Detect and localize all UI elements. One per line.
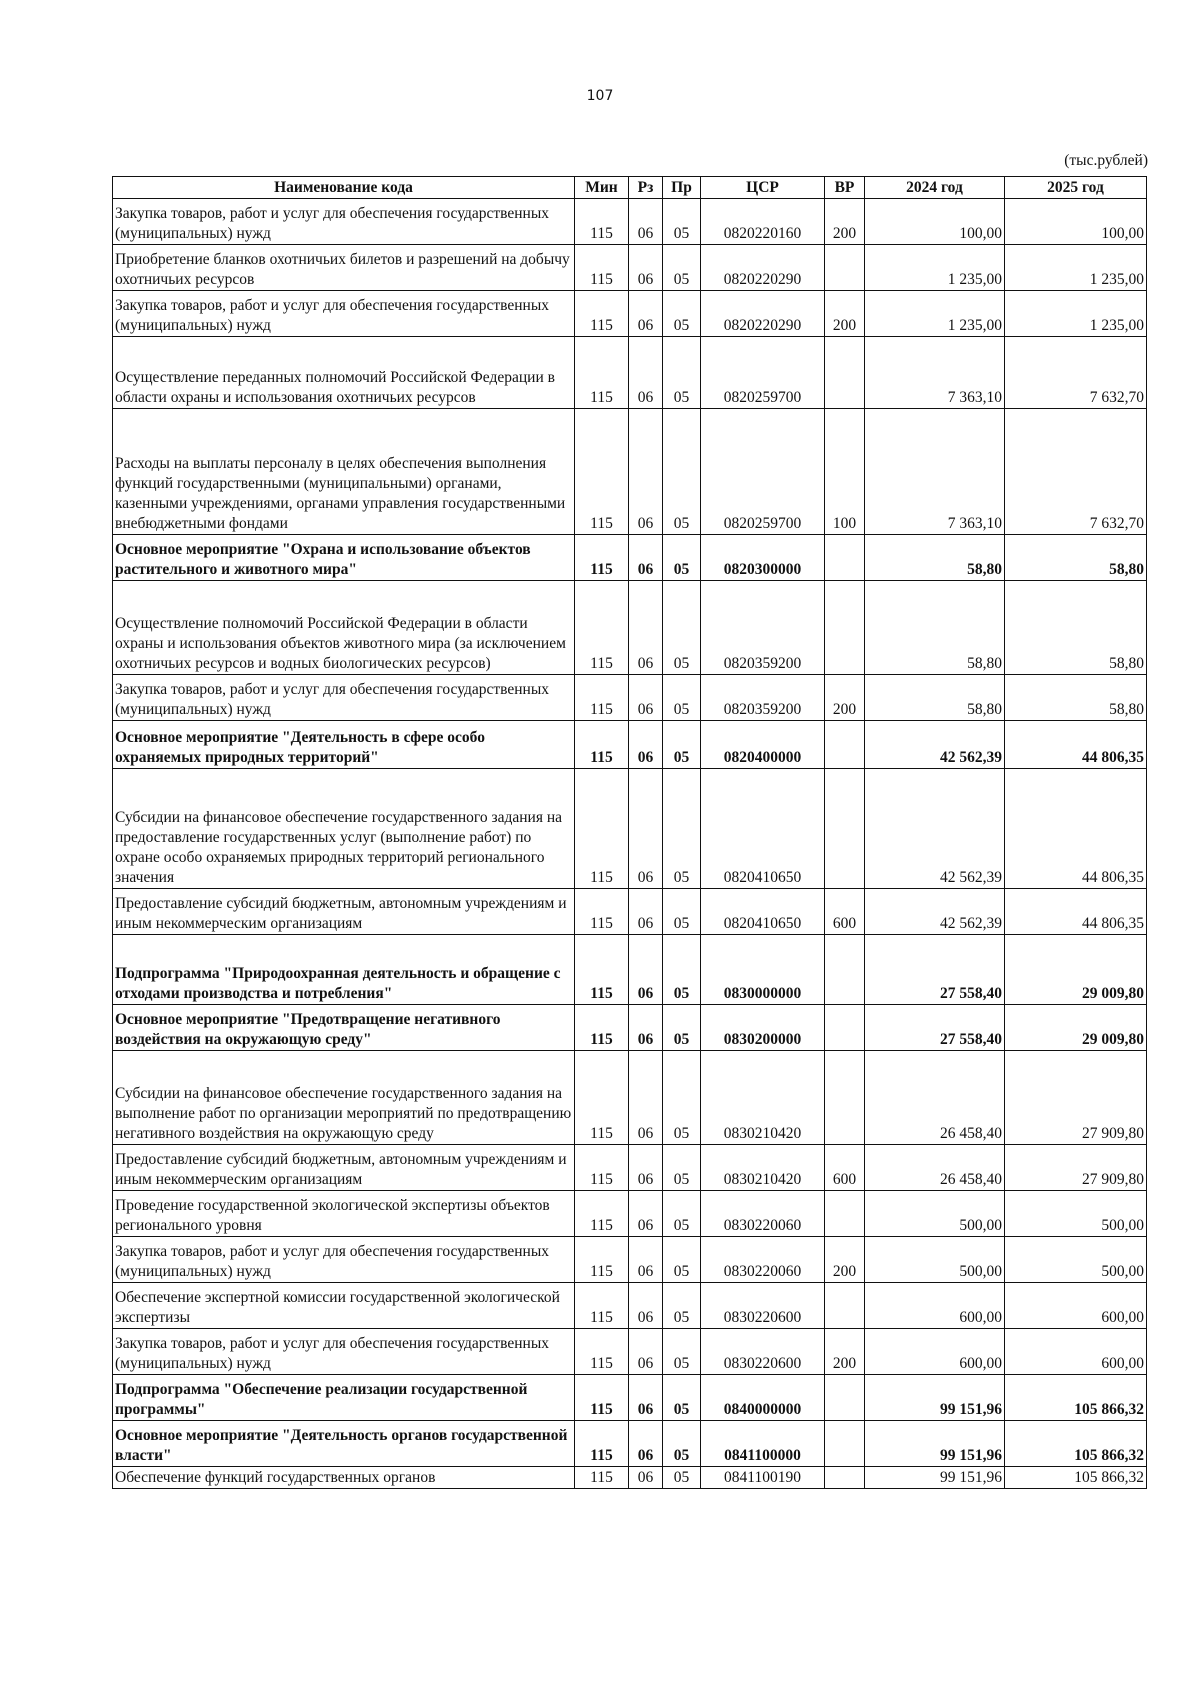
- row-vr: [825, 1467, 865, 1489]
- row-pr: 05: [663, 535, 701, 581]
- row-name: Подпрограмма "Обеспечение реализации государственной программы": [113, 1375, 575, 1421]
- row-vr: [825, 1051, 865, 1145]
- row-pr: 05: [663, 245, 701, 291]
- row-amount-2025: 44 806,35: [1005, 721, 1147, 769]
- row-amount-2025: 105 866,32: [1005, 1467, 1147, 1489]
- row-amount-2024: 500,00: [865, 1191, 1005, 1237]
- row-pr: 05: [663, 1145, 701, 1191]
- row-pr: 05: [663, 409, 701, 535]
- row-rz: 06: [629, 889, 663, 935]
- header-min: Мин: [575, 177, 629, 199]
- row-amount-2024: 99 151,96: [865, 1375, 1005, 1421]
- table-row: [113, 889, 1147, 935]
- row-pr: 05: [663, 1283, 701, 1329]
- row-rz: 06: [629, 675, 663, 721]
- row-rz: 06: [629, 1375, 663, 1421]
- row-amount-2025: 58,80: [1005, 581, 1147, 675]
- row-pr: 05: [663, 1375, 701, 1421]
- row-vr: [825, 1375, 865, 1421]
- row-name: Предоставление субсидий бюджетным, автономным учреждениям и иным некоммерческим организациям: [113, 1145, 575, 1191]
- row-rz: 06: [629, 1191, 663, 1237]
- row-rz: 06: [629, 409, 663, 535]
- row-min: 115: [575, 581, 629, 675]
- row-amount-2025: 7 632,70: [1005, 337, 1147, 409]
- row-amount-2024: 7 363,10: [865, 337, 1005, 409]
- row-csr: 0830220060: [701, 1191, 825, 1237]
- table-row: [113, 199, 1147, 245]
- row-amount-2024: 99 151,96: [865, 1421, 1005, 1467]
- row-vr: [825, 1191, 865, 1237]
- row-pr: 05: [663, 935, 701, 1005]
- row-pr: 05: [663, 675, 701, 721]
- row-pr: 05: [663, 1005, 701, 1051]
- table-row: [113, 721, 1147, 769]
- row-csr: 0820220160: [701, 199, 825, 245]
- row-pr: 05: [663, 1237, 701, 1283]
- row-rz: 06: [629, 1051, 663, 1145]
- row-name: Субсидии на финансовое обеспечение государственного задания на предоставление государственных услуг (выполнение работ) по охране особо охраняемых природных территорий регионального значения: [113, 769, 575, 889]
- row-amount-2025: 58,80: [1005, 535, 1147, 581]
- row-rz: 06: [629, 769, 663, 889]
- row-name: Закупка товаров, работ и услуг для обеспечения государственных (муниципальных) нужд: [113, 291, 575, 337]
- row-pr: 05: [663, 1051, 701, 1145]
- row-pr: 05: [663, 769, 701, 889]
- row-amount-2025: 600,00: [1005, 1283, 1147, 1329]
- row-csr: 0820410650: [701, 889, 825, 935]
- table-row: [113, 1237, 1147, 1283]
- row-amount-2025: 1 235,00: [1005, 245, 1147, 291]
- row-vr: [825, 581, 865, 675]
- row-name: Предоставление субсидий бюджетным, автономным учреждениям и иным некоммерческим организациям: [113, 889, 575, 935]
- table-row: [113, 1051, 1147, 1145]
- row-name: Субсидии на финансовое обеспечение государственного задания на выполнение работ по организации мероприятий по предотвращению негативного воздействия на окружающую среду: [113, 1051, 575, 1145]
- row-name: Закупка товаров, работ и услуг для обеспечения государственных (муниципальных) нужд: [113, 675, 575, 721]
- row-name: Приобретение бланков охотничьих билетов и разрешений на добычу охотничьих ресурсов: [113, 245, 575, 291]
- row-amount-2024: 42 562,39: [865, 721, 1005, 769]
- table-row: [113, 769, 1147, 889]
- row-csr: 0830200000: [701, 1005, 825, 1051]
- row-rz: 06: [629, 721, 663, 769]
- row-amount-2025: 7 632,70: [1005, 409, 1147, 535]
- page-number: 107: [586, 88, 614, 104]
- row-name: Подпрограмма "Природоохранная деятельность и обращение с отходами производства и потребления": [113, 935, 575, 1005]
- row-amount-2025: 500,00: [1005, 1191, 1147, 1237]
- row-min: 115: [575, 1329, 629, 1375]
- row-min: 115: [575, 245, 629, 291]
- table-row: [113, 337, 1147, 409]
- row-rz: 06: [629, 1329, 663, 1375]
- row-pr: 05: [663, 1329, 701, 1375]
- row-amount-2025: 600,00: [1005, 1329, 1147, 1375]
- row-name: Основное мероприятие "Охрана и использование объектов растительного и животного мира": [113, 535, 575, 581]
- row-vr: [825, 1005, 865, 1051]
- table-row: [113, 1005, 1147, 1051]
- row-min: 115: [575, 1375, 629, 1421]
- row-amount-2024: 7 363,10: [865, 409, 1005, 535]
- row-amount-2024: 26 458,40: [865, 1051, 1005, 1145]
- row-csr: 0820220290: [701, 291, 825, 337]
- row-csr: 0830220600: [701, 1329, 825, 1375]
- row-vr: 200: [825, 1329, 865, 1375]
- row-amount-2024: 100,00: [865, 199, 1005, 245]
- row-rz: 06: [629, 1421, 663, 1467]
- row-amount-2025: 44 806,35: [1005, 889, 1147, 935]
- row-amount-2024: 26 458,40: [865, 1145, 1005, 1191]
- row-csr: 0830000000: [701, 935, 825, 1005]
- row-amount-2024: 600,00: [865, 1283, 1005, 1329]
- row-vr: [825, 721, 865, 769]
- row-amount-2025: 27 909,80: [1005, 1145, 1147, 1191]
- row-csr: 0820359200: [701, 581, 825, 675]
- row-min: 115: [575, 291, 629, 337]
- table-row: [113, 1329, 1147, 1375]
- row-min: 115: [575, 535, 629, 581]
- table-row: [113, 1145, 1147, 1191]
- row-csr: 0830210420: [701, 1145, 825, 1191]
- header-rz: Рз: [629, 177, 663, 199]
- row-amount-2025: 105 866,32: [1005, 1421, 1147, 1467]
- row-rz: 06: [629, 291, 663, 337]
- table-row: [113, 1283, 1147, 1329]
- row-min: 115: [575, 1283, 629, 1329]
- header-row: [113, 177, 1147, 199]
- table-row: [113, 291, 1147, 337]
- row-vr: [825, 535, 865, 581]
- row-min: 115: [575, 409, 629, 535]
- row-name: Закупка товаров, работ и услуг для обеспечения государственных (муниципальных) нужд: [113, 199, 575, 245]
- row-rz: 06: [629, 1237, 663, 1283]
- row-pr: 05: [663, 889, 701, 935]
- row-pr: 05: [663, 721, 701, 769]
- header-pr: Пр: [663, 177, 701, 199]
- row-amount-2025: 100,00: [1005, 199, 1147, 245]
- row-min: 115: [575, 1237, 629, 1283]
- row-amount-2025: 27 909,80: [1005, 1051, 1147, 1145]
- table-body: [113, 199, 1147, 1489]
- row-amount-2025: 58,80: [1005, 675, 1147, 721]
- row-min: 115: [575, 1005, 629, 1051]
- row-amount-2024: 58,80: [865, 535, 1005, 581]
- row-min: 115: [575, 1051, 629, 1145]
- row-vr: 200: [825, 675, 865, 721]
- table-row: [113, 935, 1147, 1005]
- row-amount-2024: 1 235,00: [865, 291, 1005, 337]
- row-pr: 05: [663, 1467, 701, 1489]
- row-name: Обеспечение экспертной комиссии государственной экологической экспертизы: [113, 1283, 575, 1329]
- row-amount-2024: 27 558,40: [865, 1005, 1005, 1051]
- row-csr: 0830210420: [701, 1051, 825, 1145]
- row-amount-2024: 27 558,40: [865, 935, 1005, 1005]
- row-rz: 06: [629, 581, 663, 675]
- row-rz: 06: [629, 199, 663, 245]
- row-amount-2024: 42 562,39: [865, 769, 1005, 889]
- row-pr: 05: [663, 581, 701, 675]
- row-min: 115: [575, 935, 629, 1005]
- budget-table: [112, 176, 1147, 1489]
- row-name: Основное мероприятие "Предотвращение негативного воздействия на окружающую среду": [113, 1005, 575, 1051]
- row-csr: 0841100000: [701, 1421, 825, 1467]
- units-label: (тыс.рублей): [1064, 152, 1148, 169]
- row-rz: 06: [629, 245, 663, 291]
- row-amount-2024: 99 151,96: [865, 1467, 1005, 1489]
- row-pr: 05: [663, 291, 701, 337]
- table-row: [113, 1421, 1147, 1467]
- row-csr: 0840000000: [701, 1375, 825, 1421]
- row-csr: 0820259700: [701, 337, 825, 409]
- row-min: 115: [575, 675, 629, 721]
- row-csr: 0820400000: [701, 721, 825, 769]
- row-amount-2025: 1 235,00: [1005, 291, 1147, 337]
- row-csr: 0820359200: [701, 675, 825, 721]
- row-name: Закупка товаров, работ и услуг для обеспечения государственных (муниципальных) нужд: [113, 1329, 575, 1375]
- row-rz: 06: [629, 1467, 663, 1489]
- row-vr: [825, 1283, 865, 1329]
- row-amount-2024: 500,00: [865, 1237, 1005, 1283]
- row-csr: 0820300000: [701, 535, 825, 581]
- row-amount-2024: 58,80: [865, 675, 1005, 721]
- row-vr: 200: [825, 199, 865, 245]
- row-csr: 0830220600: [701, 1283, 825, 1329]
- row-amount-2024: 58,80: [865, 581, 1005, 675]
- row-csr: 0841100190: [701, 1467, 825, 1489]
- row-amount-2024: 1 235,00: [865, 245, 1005, 291]
- table-row: [113, 1375, 1147, 1421]
- table-row: [113, 535, 1147, 581]
- row-vr: [825, 1421, 865, 1467]
- row-vr: 600: [825, 889, 865, 935]
- table-row: [113, 1467, 1147, 1489]
- row-name: Проведение государственной экологической экспертизы объектов регионального уровня: [113, 1191, 575, 1237]
- row-vr: [825, 769, 865, 889]
- row-pr: 05: [663, 1421, 701, 1467]
- row-csr: 0830220060: [701, 1237, 825, 1283]
- row-amount-2025: 29 009,80: [1005, 1005, 1147, 1051]
- row-amount-2025: 44 806,35: [1005, 769, 1147, 889]
- row-vr: 200: [825, 1237, 865, 1283]
- row-csr: 0820410650: [701, 769, 825, 889]
- row-name: Закупка товаров, работ и услуг для обеспечения государственных (муниципальных) нужд: [113, 1237, 575, 1283]
- row-amount-2025: 29 009,80: [1005, 935, 1147, 1005]
- row-csr: 0820259700: [701, 409, 825, 535]
- row-rz: 06: [629, 535, 663, 581]
- row-vr: [825, 935, 865, 1005]
- row-amount-2025: 500,00: [1005, 1237, 1147, 1283]
- row-name: Обеспечение функций государственных органов: [113, 1467, 575, 1489]
- table-row: [113, 675, 1147, 721]
- row-vr: [825, 245, 865, 291]
- row-min: 115: [575, 889, 629, 935]
- row-rz: 06: [629, 1145, 663, 1191]
- row-name: Расходы на выплаты персоналу в целях обеспечения выполнения функций государственными (муниципальными) органами, казенными учреждениями, органами управления государственными внебюджетными фондами: [113, 409, 575, 535]
- row-vr: 200: [825, 291, 865, 337]
- table-row: [113, 1191, 1147, 1237]
- row-amount-2024: 600,00: [865, 1329, 1005, 1375]
- row-min: 115: [575, 721, 629, 769]
- row-min: 115: [575, 769, 629, 889]
- row-vr: 100: [825, 409, 865, 535]
- row-min: 115: [575, 337, 629, 409]
- row-min: 115: [575, 1421, 629, 1467]
- row-pr: 05: [663, 337, 701, 409]
- row-pr: 05: [663, 199, 701, 245]
- row-rz: 06: [629, 1283, 663, 1329]
- row-name: Осуществление переданных полномочий Российской Федерации в области охраны и использования охотничьих ресурсов: [113, 337, 575, 409]
- header-2024: 2024 год: [865, 177, 1005, 199]
- row-vr: [825, 337, 865, 409]
- row-csr: 0820220290: [701, 245, 825, 291]
- row-amount-2025: 105 866,32: [1005, 1375, 1147, 1421]
- row-name: Основное мероприятие "Деятельность органов государственной власти": [113, 1421, 575, 1467]
- row-amount-2024: 42 562,39: [865, 889, 1005, 935]
- row-name: Основное мероприятие "Деятельность в сфере особо охраняемых природных территорий": [113, 721, 575, 769]
- row-rz: 06: [629, 1005, 663, 1051]
- row-min: 115: [575, 199, 629, 245]
- table-row: [113, 245, 1147, 291]
- row-rz: 06: [629, 935, 663, 1005]
- row-name: Осуществление полномочий Российской Федерации в области охраны и использования объектов животного мира (за исключением охотничьих ресурсов и водных биологических ресурсов): [113, 581, 575, 675]
- header-name: Наименование кода: [113, 177, 575, 199]
- table-header: [113, 177, 1147, 199]
- header-csr: ЦСР: [701, 177, 825, 199]
- row-vr: 600: [825, 1145, 865, 1191]
- header-vr: ВР: [825, 177, 865, 199]
- row-min: 115: [575, 1467, 629, 1489]
- row-rz: 06: [629, 337, 663, 409]
- table-row: [113, 581, 1147, 675]
- row-min: 115: [575, 1145, 629, 1191]
- row-min: 115: [575, 1191, 629, 1237]
- table-row: [113, 409, 1147, 535]
- row-pr: 05: [663, 1191, 701, 1237]
- header-2025: 2025 год: [1005, 177, 1147, 199]
